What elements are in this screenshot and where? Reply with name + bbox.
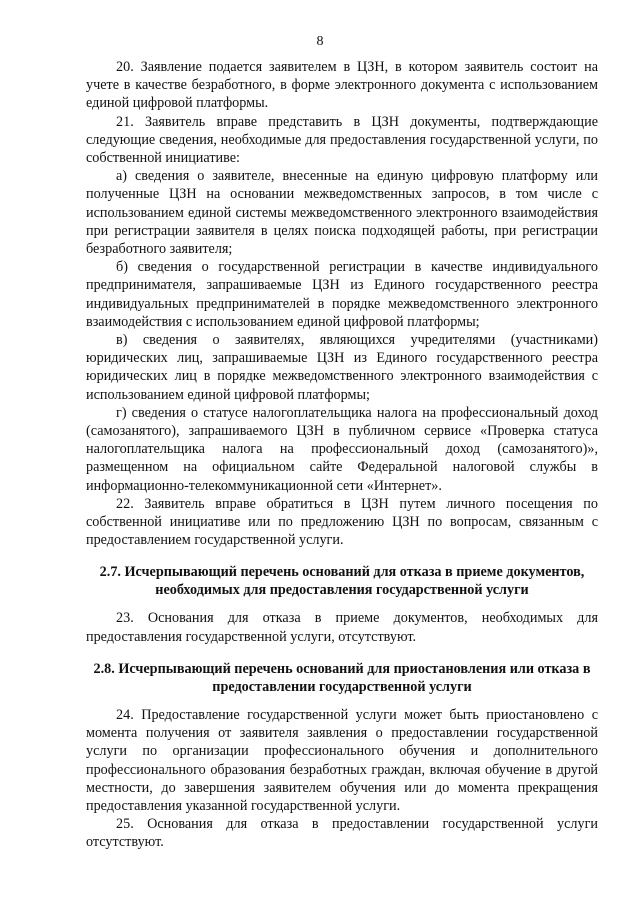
paragraph-25: 25. Основания для отказа в предоставлении государственной услуги отсутствуют.	[86, 816, 598, 851]
section-heading-2-7: 2.7. Исчерпывающий перечень оснований для отказа в приеме документов, необходимых для предоставления государственной услуги	[99, 564, 585, 599]
paragraph-21: 21. Заявитель вправе представить в ЦЗН документы, подтверждающие следующие сведения, необходимые для предоставления государственной услуги, по собственной инициативе:	[86, 113, 598, 167]
paragraph-23: 23. Основания для отказа в приеме документов, необходимых для предоставления государственной услуги, отсутствуют.	[86, 610, 598, 645]
paragraph-24: 24. Предоставление государственной услуги может быть приостановлено с момента получения от заявителя заявления о предоставлении государственной услуги по организации профессионального обучения и дополнительного профессионального образования безработных граждан, включая обучение в другой местности, до завершения заявителем обучения или до момента прекращения предоставления указанной государственной услуги.	[86, 706, 598, 814]
paragraph-21-b: б) сведения о государственной регистрации в качестве индивидуального предпринимателя, запрашиваемые ЦЗН из Единого государственного реестра индивидуальных предпринимателей в порядке межведомственного электронного взаимодействия с использованием единой цифровой платформы;	[86, 259, 598, 330]
page-number: 8	[316, 34, 324, 49]
paragraph-22: 22. Заявитель вправе обратиться в ЦЗН путем личного посещения по собственной инициативе или по предложению ЦЗН по вопросам, связанным с предоставлением государственной услуги.	[86, 495, 598, 549]
paragraph-20: 20. Заявление подается заявителем в ЦЗН, в котором заявитель состоит на учете в качестве безработного, в форме электронного документа с использованием единой цифровой платформы.	[86, 59, 598, 112]
document-body	[86, 58, 598, 852]
section-heading-2-8: 2.8. Исчерпывающий перечень оснований для приостановления или отказа в предоставлении государственной услуги	[93, 660, 591, 695]
paragraph-21-a: а) сведения о заявителе, внесенные на единую цифровую платформу или полученные ЦЗН на основании межведомственных запросов, в том числе с использованием единой системы межведомственного электронного взаимодействия при регистрации заявителя в целях поиска подходящей работы, при регистрации безработного заявителя;	[86, 168, 598, 258]
paragraph-21-d: г) сведения о статусе налогоплательщика налога на профессиональный доход (самозанятого), запрашиваемого ЦЗН в публичном сервисе «Проверка статуса налогоплательщика налога на профессиональный доход (самозанятого)», размещенном на официальном сайте Федеральной налоговой службы в информационно-телекоммуникационной сети «Интернет».	[86, 404, 598, 494]
paragraph-21-c: в) сведения о заявителях, являющихся учредителями (участниками) юридических лиц, запрашиваемые ЦЗН из Единого государственного реестра юридических лиц в порядке межведомственного электронного взаимодействия с использованием единой цифровой платформы;	[86, 332, 598, 403]
